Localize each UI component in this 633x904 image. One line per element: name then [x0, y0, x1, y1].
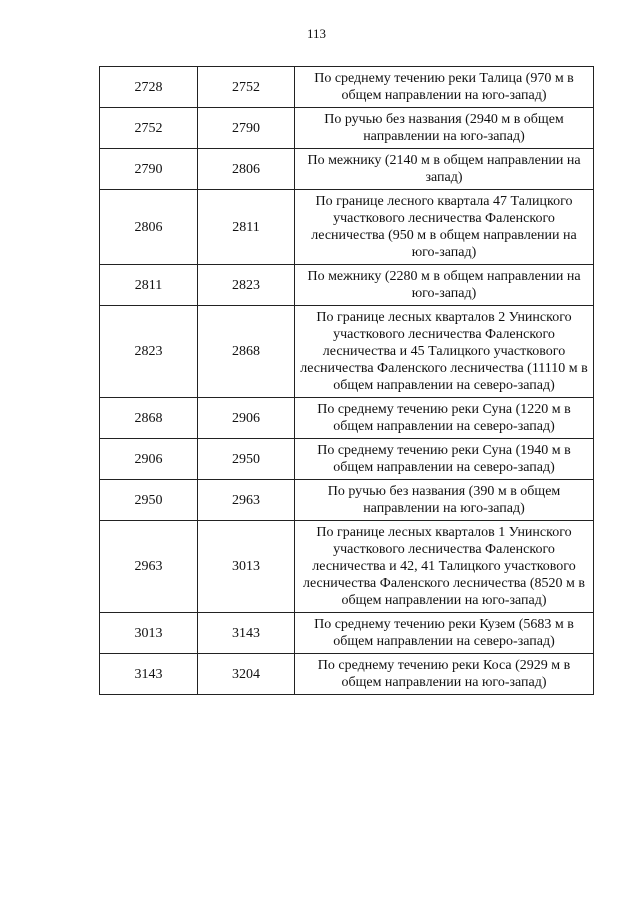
- segment-description: По среднему течению реки Суна (1220 м в общем направлении на северо-запад): [295, 398, 594, 439]
- segment-description: По границе лесного квартала 47 Талицкого участкового лесничества Фаленского лесничества (950 м в общем направлении на юго-запад): [295, 190, 594, 265]
- point-from: 2752: [100, 108, 198, 149]
- point-to: 2906: [198, 398, 295, 439]
- point-to: 2811: [198, 190, 295, 265]
- point-to: 2790: [198, 108, 295, 149]
- point-to: 2868: [198, 306, 295, 398]
- point-to: 3143: [198, 613, 295, 654]
- point-to: 2752: [198, 67, 295, 108]
- segment-description: По среднему течению реки Суна (1940 м в общем направлении на северо-запад): [295, 439, 594, 480]
- table-row: [100, 613, 594, 654]
- point-from: 2823: [100, 306, 198, 398]
- point-to: 2950: [198, 439, 295, 480]
- table-row: [100, 521, 594, 613]
- point-to: 3013: [198, 521, 295, 613]
- point-from: 2790: [100, 149, 198, 190]
- point-from: 2963: [100, 521, 198, 613]
- point-from: 2950: [100, 480, 198, 521]
- table-row: [100, 439, 594, 480]
- point-from: 3013: [100, 613, 198, 654]
- table-row: [100, 149, 594, 190]
- segment-description: По ручью без названия (390 м в общем направлении на юго-запад): [295, 480, 594, 521]
- point-from: 2868: [100, 398, 198, 439]
- page-number: 113: [306, 26, 327, 41]
- boundary-table: [99, 66, 594, 695]
- point-to: 2823: [198, 265, 295, 306]
- segment-description: По границе лесных кварталов 1 Унинского участкового лесничества Фаленского лесничества и 42, 41 Талицкого участкового лесничества Фаленского лесничества (8520 м в общем направлении на юго-запад): [295, 521, 594, 613]
- point-from: 2728: [100, 67, 198, 108]
- table-row: [100, 654, 594, 695]
- segment-description: По среднему течению реки Талица (970 м в общем направлении на юго-запад): [295, 67, 594, 108]
- table-row: [100, 265, 594, 306]
- table-row: [100, 190, 594, 265]
- table-row: [100, 306, 594, 398]
- point-from: 2906: [100, 439, 198, 480]
- segment-description: По среднему течению реки Кузем (5683 м в общем направлении на северо-запад): [295, 613, 594, 654]
- point-to: 3204: [198, 654, 295, 695]
- segment-description: По среднему течению реки Коса (2929 м в общем направлении на юго-запад): [295, 654, 594, 695]
- point-to: 2963: [198, 480, 295, 521]
- table-row: [100, 67, 594, 108]
- table-row: [100, 398, 594, 439]
- segment-description: По ручью без названия (2940 м в общем направлении на юго-запад): [295, 108, 594, 149]
- table-row: [100, 108, 594, 149]
- point-from: 2811: [100, 265, 198, 306]
- segment-description: По межнику (2280 м в общем направлении на юго-запад): [295, 265, 594, 306]
- point-from: 2806: [100, 190, 198, 265]
- point-from: 3143: [100, 654, 198, 695]
- point-to: 2806: [198, 149, 295, 190]
- segment-description: По границе лесных кварталов 2 Унинского участкового лесничества Фаленского лесничества и 45 Талицкого участкового лесничества Фаленского лесничества (11110 м в общем направлении на северо-запад): [295, 306, 594, 398]
- segment-description: По межнику (2140 м в общем направлении на запад): [295, 149, 594, 190]
- table-row: [100, 480, 594, 521]
